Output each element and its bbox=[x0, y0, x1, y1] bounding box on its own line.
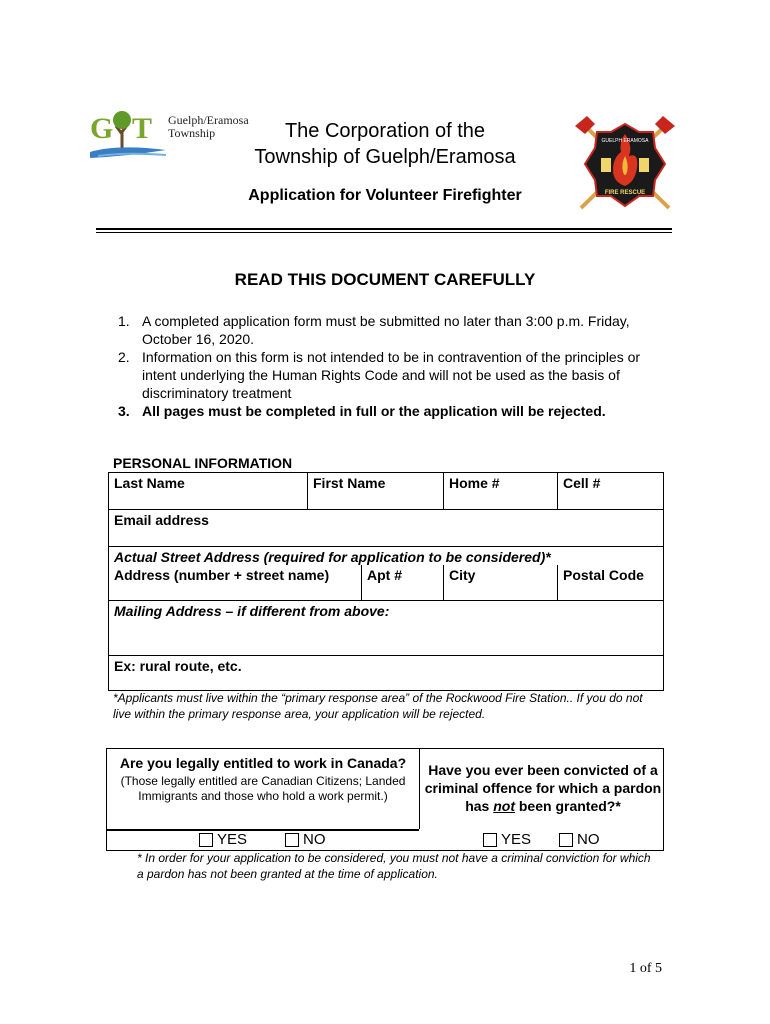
rural-route-label: Ex: rural route, etc. bbox=[114, 658, 242, 674]
instruction-list bbox=[118, 312, 648, 420]
work-no-label: NO bbox=[303, 831, 326, 848]
criminal-question-end: been granted?* bbox=[514, 798, 621, 814]
home-phone-label: Home # bbox=[449, 475, 500, 491]
criminal-yes-label: YES bbox=[501, 831, 532, 848]
question-bar bbox=[107, 829, 419, 831]
criminal-yes-option[interactable] bbox=[483, 831, 531, 848]
logo-text bbox=[168, 114, 249, 140]
fire-rescue-emblem bbox=[573, 112, 677, 216]
name-phone-row bbox=[109, 473, 663, 510]
mailing-address-row bbox=[109, 601, 663, 656]
page-number: 1 of 5 bbox=[629, 961, 662, 976]
city-label: City bbox=[449, 567, 476, 583]
corp-line-2: Township of Guelph/Eramosa bbox=[254, 146, 516, 168]
email-label: Email address bbox=[114, 512, 209, 528]
personal-info-form bbox=[108, 472, 664, 691]
residence-footnote: *Applicants must live within the “primary response area” of the Rockwood Fire Station.. If you do not live within the primary response area, your application will be rejected. bbox=[113, 691, 643, 721]
criminal-footnote: * In order for your application to be considered, you must not have a criminal conviction for which a pardon has not been granted at the time of application. bbox=[137, 851, 651, 881]
instruction-text: A completed application form must be submitted no later than 3:00 p.m. Friday, October 16, 2020. bbox=[142, 313, 630, 347]
last-name-label: Last Name bbox=[114, 475, 185, 491]
work-yes-label: YES bbox=[217, 831, 248, 848]
fire-axe-emblem-icon bbox=[573, 112, 677, 216]
cell-phone-field[interactable] bbox=[557, 473, 663, 509]
instruction-text: All pages must be completed in full or the application will be rejected. bbox=[142, 403, 606, 419]
instruction-text: Information on this form is not intended to be in contravention of the principles or intent underlying the Human Rights Code and will not be used as the basis of discriminatory treatment bbox=[142, 349, 641, 401]
logo-line-2: Township bbox=[168, 126, 216, 140]
instruction-item bbox=[118, 402, 648, 420]
criminal-question-text: Have you ever been convicted of a criminal offence for which a pardon has bbox=[424, 762, 662, 814]
city-field[interactable] bbox=[443, 565, 557, 600]
rural-route-row bbox=[109, 656, 663, 690]
corp-line-1: The Corporation of the bbox=[284, 120, 486, 142]
corporation-title bbox=[250, 118, 520, 170]
header-rule-thin bbox=[96, 232, 672, 233]
first-name-field[interactable] bbox=[307, 473, 443, 509]
mailing-address-field[interactable] bbox=[109, 601, 663, 655]
home-phone-field[interactable] bbox=[443, 473, 557, 509]
postal-code-label: Postal Code bbox=[563, 567, 644, 583]
email-row bbox=[109, 510, 663, 547]
instruction-number: 3. bbox=[118, 403, 130, 419]
street-address-row bbox=[109, 547, 663, 601]
emblem-bottom-text: FIRE RESCUE bbox=[604, 190, 646, 196]
criminal-record-question bbox=[421, 761, 665, 815]
criminal-no-label: NO bbox=[577, 831, 600, 848]
instruction-item bbox=[118, 348, 648, 402]
apt-label: Apt # bbox=[367, 567, 402, 583]
checkbox-icon[interactable] bbox=[285, 833, 299, 847]
question-divider bbox=[419, 749, 420, 829]
work-eligibility-title: Are you legally entitled to work in Canada? bbox=[119, 755, 407, 771]
work-no-option[interactable] bbox=[285, 831, 326, 848]
work-yes-option[interactable] bbox=[199, 831, 247, 848]
read-carefully-heading: READ THIS DOCUMENT CAREFULLY bbox=[234, 270, 536, 289]
checkbox-icon[interactable] bbox=[559, 833, 573, 847]
instruction-item bbox=[118, 312, 648, 348]
last-name-field[interactable] bbox=[109, 473, 307, 509]
first-name-label: First Name bbox=[313, 475, 386, 491]
svg-text:T: T bbox=[132, 112, 153, 145]
checkbox-icon[interactable] bbox=[483, 833, 497, 847]
street-address-heading: Actual Street Address (required for application to be considered)* bbox=[114, 549, 551, 565]
email-field[interactable] bbox=[109, 510, 663, 546]
address-label: Address (number + street name) bbox=[114, 567, 330, 583]
apt-field[interactable] bbox=[361, 565, 443, 600]
mailing-address-label: Mailing Address – if different from above: bbox=[114, 603, 390, 619]
instruction-number: 2. bbox=[118, 349, 130, 365]
svg-text:G: G bbox=[90, 112, 114, 145]
rural-route-field[interactable] bbox=[109, 656, 663, 690]
instruction-number: 1. bbox=[118, 313, 130, 329]
checkbox-icon[interactable] bbox=[199, 833, 213, 847]
criminal-question-not: not bbox=[493, 798, 515, 814]
criminal-no-option[interactable] bbox=[559, 831, 600, 848]
work-eligibility-subtext: (Those legally entitled are Canadian Citizens; Landed Immigrants and those who hold a work permit.) bbox=[120, 774, 406, 803]
header-rule-thick bbox=[96, 228, 672, 230]
application-title: Application for Volunteer Firefighter bbox=[248, 187, 522, 204]
gt-tree-logo-icon bbox=[88, 108, 168, 160]
postal-code-field[interactable] bbox=[557, 565, 663, 600]
emblem-top-text: GUELPH ERAMOSA bbox=[601, 138, 649, 144]
work-eligibility-question bbox=[107, 749, 419, 804]
eligibility-questions bbox=[106, 748, 664, 851]
address-field[interactable] bbox=[109, 565, 361, 600]
personal-info-heading: PERSONAL INFORMATION bbox=[113, 455, 293, 471]
cell-phone-label: Cell # bbox=[563, 475, 601, 491]
township-logo bbox=[88, 108, 258, 160]
logo-line-1: Guelph/Eramosa bbox=[168, 113, 249, 127]
